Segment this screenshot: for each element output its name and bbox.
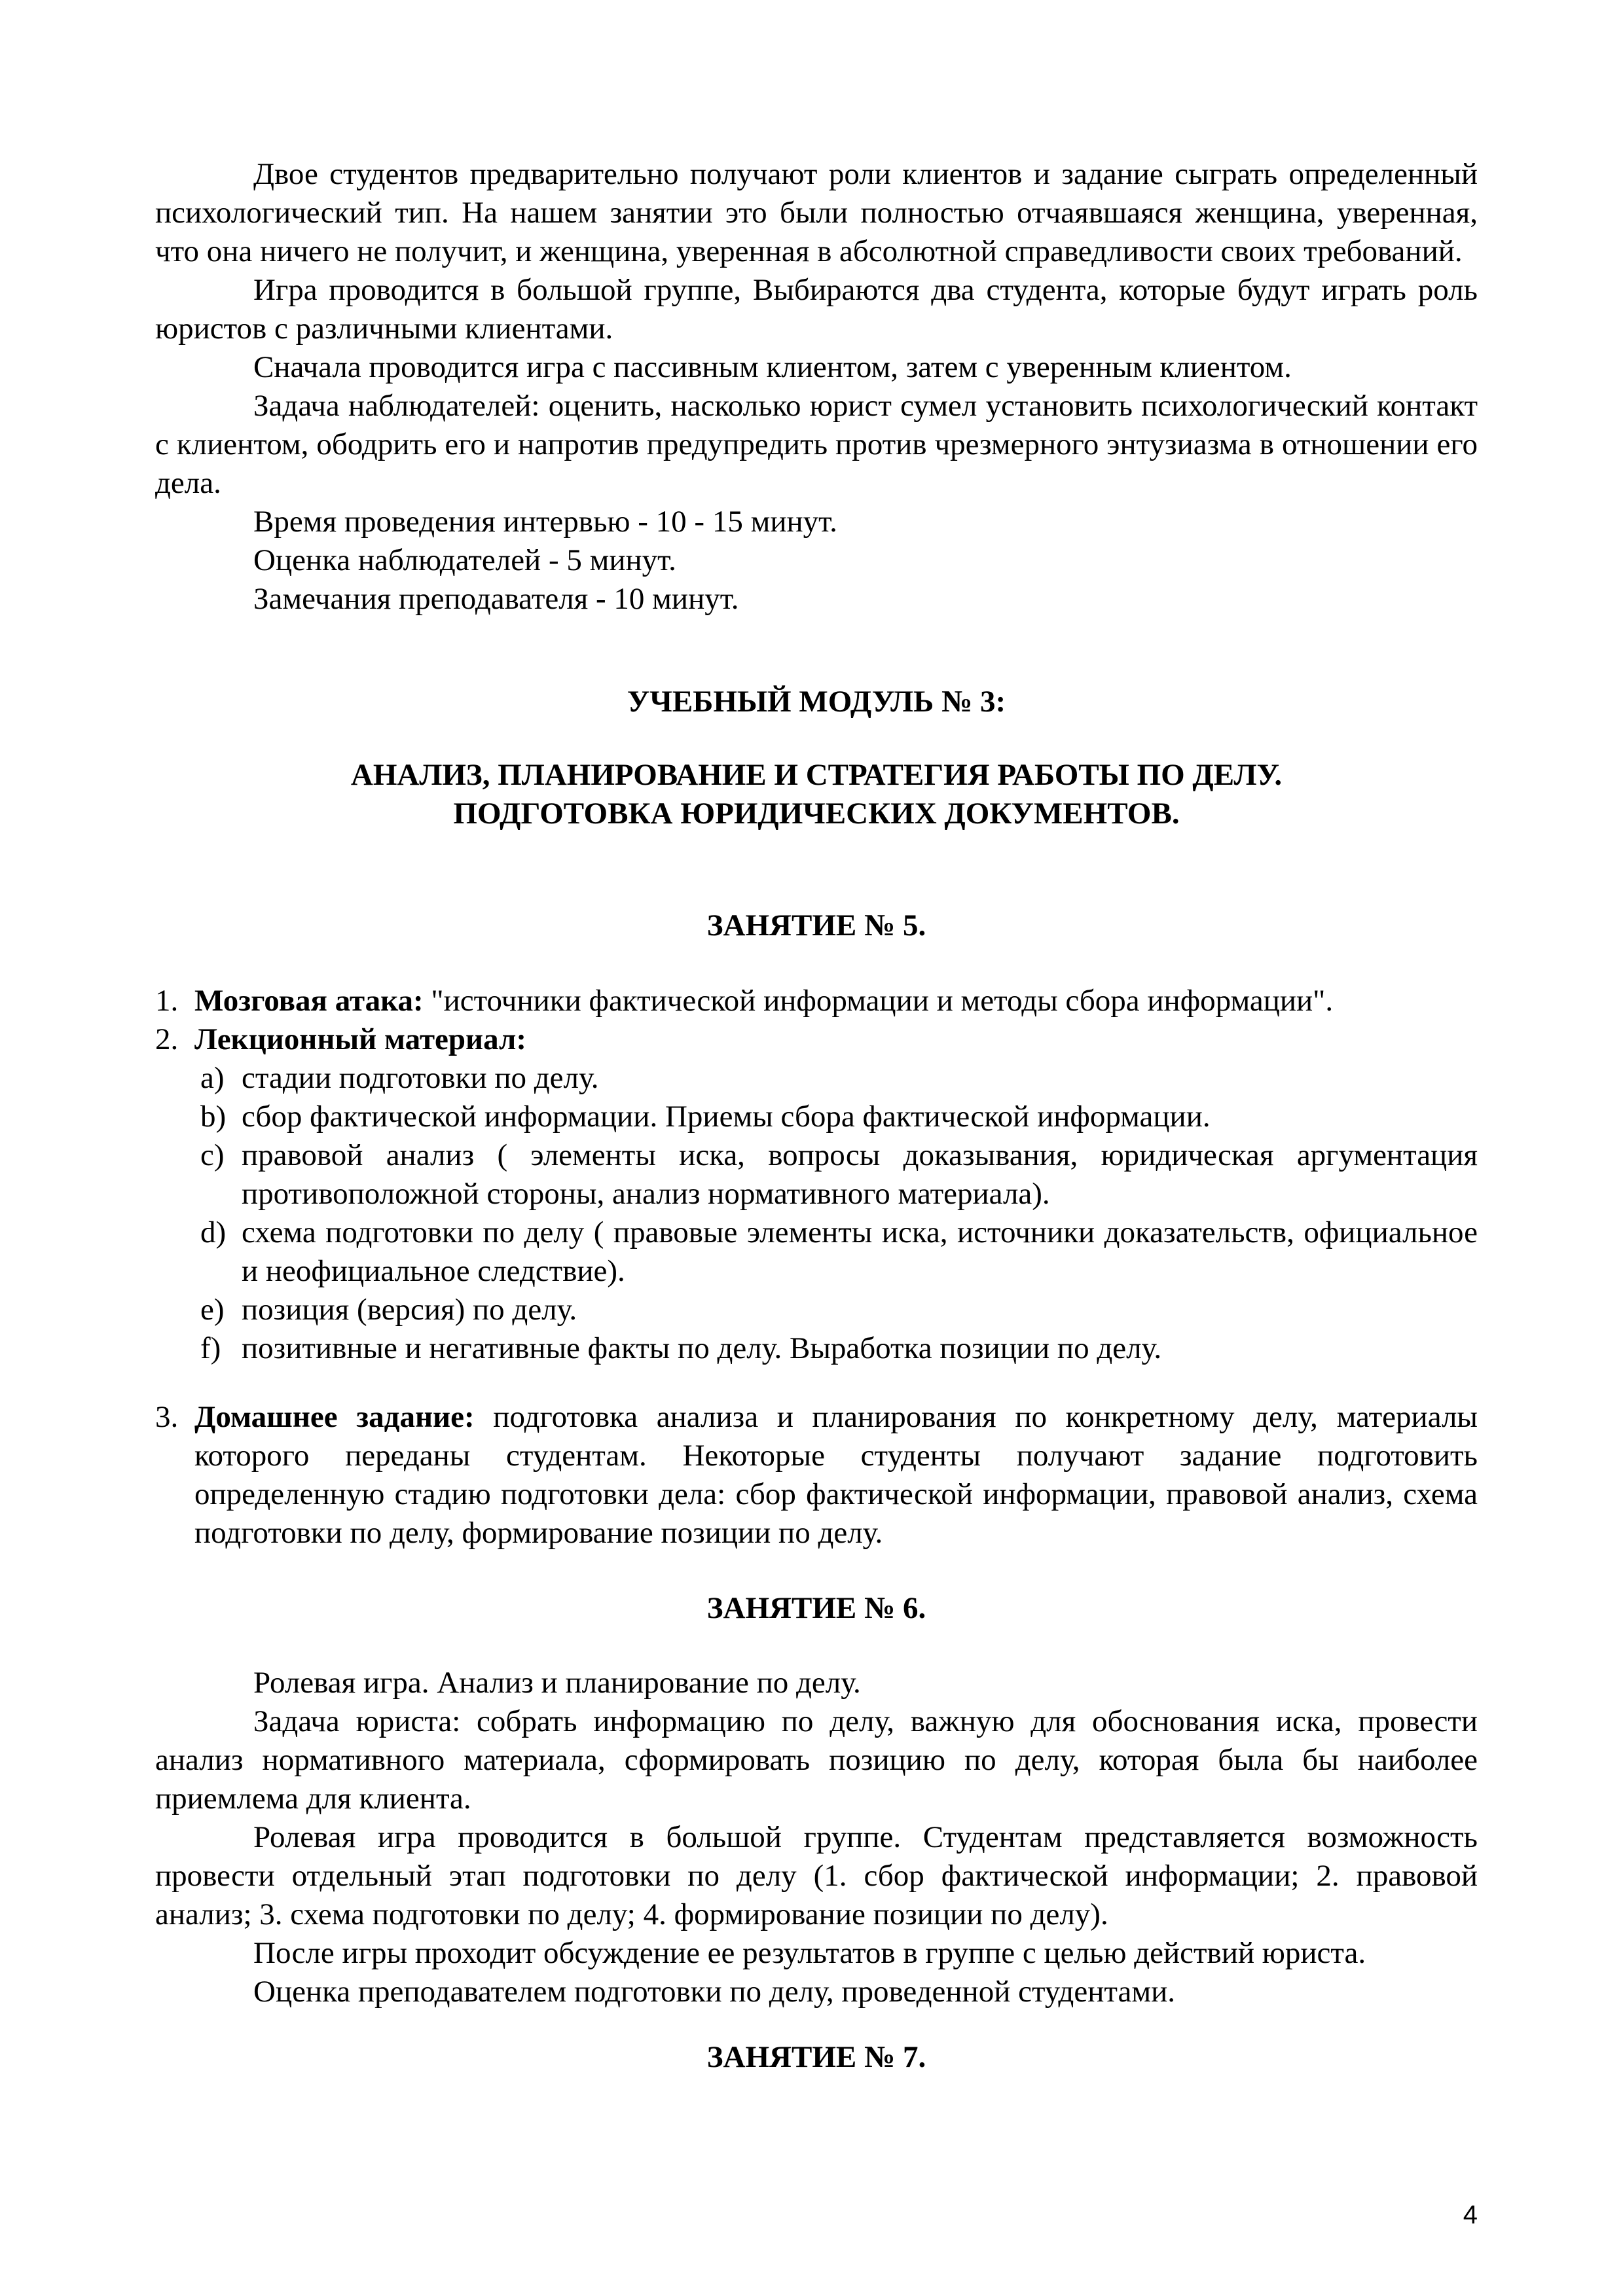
module-title: УЧЕБНЫЙ МОДУЛЬ № 3: bbox=[627, 685, 1006, 719]
sub-list-text: схема подготовки по делу ( правовые элементы иска, источники доказательств, официальное и неофициальное следствие). bbox=[242, 1215, 1478, 1288]
sub-list-item bbox=[200, 1098, 1478, 1136]
lesson7-heading bbox=[155, 2038, 1478, 2077]
sub-list-item bbox=[200, 1291, 1478, 1329]
list-item-label: Лекционный материал: bbox=[194, 1022, 527, 1056]
sub-list-text: сбор фактической информации. Приемы сбора фактической информации. bbox=[242, 1100, 1211, 1134]
page-number: 4 bbox=[1463, 2200, 1478, 2229]
sub-list-letter: b) bbox=[200, 1100, 227, 1134]
sub-list-item bbox=[200, 1213, 1478, 1291]
lecture-sub-list bbox=[194, 1059, 1478, 1368]
list-item-label: Домашнее задание: bbox=[194, 1400, 475, 1434]
lesson5-homework bbox=[155, 1398, 1478, 1552]
sub-list-letter: d) bbox=[200, 1215, 227, 1249]
lesson6-paragraph-3: Ролевая игра проводится в большой группе. Студентам представляется возможность провести отдельный этап подготовки по делу (1. сбор фактической информации; 2. правовой анализ; 3. схема подготовки по делу; 4. формирование позиции по делу). bbox=[155, 1820, 1478, 1931]
sub-list-text: стадии подготовки по делу. bbox=[242, 1061, 599, 1095]
intro-paragraph-7: Замечания преподавателя - 10 минут. bbox=[253, 582, 739, 616]
lesson7-title: ЗАНЯТИЕ № 7. bbox=[706, 2040, 926, 2074]
list-item-label: Мозговая атака: bbox=[194, 984, 424, 1018]
sub-list-item bbox=[200, 1329, 1478, 1368]
lesson6-title: ЗАНЯТИЕ № 6. bbox=[706, 1591, 926, 1625]
sub-list-text: правовой анализ ( элементы иска, вопросы доказывания, юридическая аргументация противоположной стороны, анализ нормативного материала). bbox=[242, 1138, 1478, 1211]
intro-paragraph-6: Оценка наблюдателей - 5 минут. bbox=[253, 543, 676, 577]
lesson5-homework-list bbox=[155, 1398, 1478, 1552]
lesson5-title: ЗАНЯТИЕ № 5. bbox=[706, 908, 926, 942]
lesson5-main-list bbox=[155, 982, 1478, 1368]
sub-list-text: позитивные и негативные факты по делу. Выработка позиции по делу. bbox=[242, 1331, 1162, 1365]
list-item-brainstorm bbox=[155, 982, 1478, 1020]
sub-list-item bbox=[200, 1059, 1478, 1098]
list-item-text: подготовка анализа и планирования по конкретному делу, материалы которого переданы студентам. Некоторые студенты получают задание подготовить определенную стадию подготовки дела: сбор фактической информации, правовой анализ, схема подготовки по делу, формирование позиции по делу. bbox=[194, 1400, 1478, 1550]
sub-list-letter: a) bbox=[200, 1061, 225, 1095]
module-subtitle bbox=[155, 756, 1478, 833]
list-item-lecture bbox=[155, 1020, 1478, 1368]
list-item-text: "источники фактической информации и методы сбора информации". bbox=[423, 984, 1334, 1018]
intro-paragraph-3: Сначала проводится игра с пассивным клиентом, затем с уверенным клиентом. bbox=[253, 350, 1292, 384]
lesson6-heading bbox=[155, 1589, 1478, 1628]
lesson6-paragraph-5: Оценка преподавателем подготовки по делу, проведенной студентами. bbox=[253, 1975, 1175, 2009]
list-number: 1. bbox=[155, 984, 179, 1018]
module-heading bbox=[155, 683, 1478, 721]
lesson6-section bbox=[155, 1664, 1478, 2011]
list-number: 2. bbox=[155, 1022, 179, 1056]
sub-list-item bbox=[200, 1136, 1478, 1213]
intro-paragraph-4: Задача наблюдателей: оценить, насколько юрист сумел установить психологический контакт с клиентом, ободрить его и напротив предупредить против чрезмерного энтузиазма в отношении его дела. bbox=[155, 389, 1478, 500]
intro-paragraph-2: Игра проводится в большой группе, Выбираются два студента, которые будут играть роль юристов с различными клиентами. bbox=[155, 273, 1478, 346]
list-item-homework bbox=[155, 1398, 1478, 1552]
lesson5-list bbox=[155, 982, 1478, 1368]
sub-list-letter: e) bbox=[200, 1293, 225, 1327]
intro-section bbox=[155, 155, 1478, 619]
intro-paragraph-5: Время проведения интервью - 10 - 15 минут. bbox=[253, 505, 837, 539]
lesson6-paragraph-1: Ролевая игра. Анализ и планирование по делу. bbox=[253, 1666, 861, 1700]
sub-list-text: позиция (версия) по делу. bbox=[242, 1293, 577, 1327]
module-subtitle-line-2: ПОДГОТОВКА ЮРИДИЧЕСКИХ ДОКУМЕНТОВ. bbox=[453, 797, 1180, 831]
sub-list-letter: c) bbox=[200, 1138, 225, 1172]
module-subtitle-line-1: АНАЛИЗ, ПЛАНИРОВАНИЕ И СТРАТЕГИЯ РАБОТЫ ПО ДЕЛУ. bbox=[350, 758, 1283, 792]
lesson6-paragraph-2: Задача юриста: собрать информацию по делу, важную для обоснования иска, провести анализ нормативного материала, сформировать позицию по делу, которая была бы наиболее приемлема для клиента. bbox=[155, 1704, 1478, 1816]
sub-list-letter: f) bbox=[200, 1331, 221, 1365]
intro-paragraph-1: Двое студентов предварительно получают роли клиентов и задание сыграть определенный психологический тип. На нашем занятии это были полностью отчаявшаяся женщина, уверенная, что она ничего не получит, и женщина, уверенная в абсолютной справедливости своих требований. bbox=[155, 157, 1478, 268]
list-number: 3. bbox=[155, 1400, 179, 1434]
lesson6-paragraph-4: После игры проходит обсуждение ее результатов в группе с целью действий юриста. bbox=[253, 1936, 1366, 1970]
lesson5-heading bbox=[155, 906, 1478, 945]
